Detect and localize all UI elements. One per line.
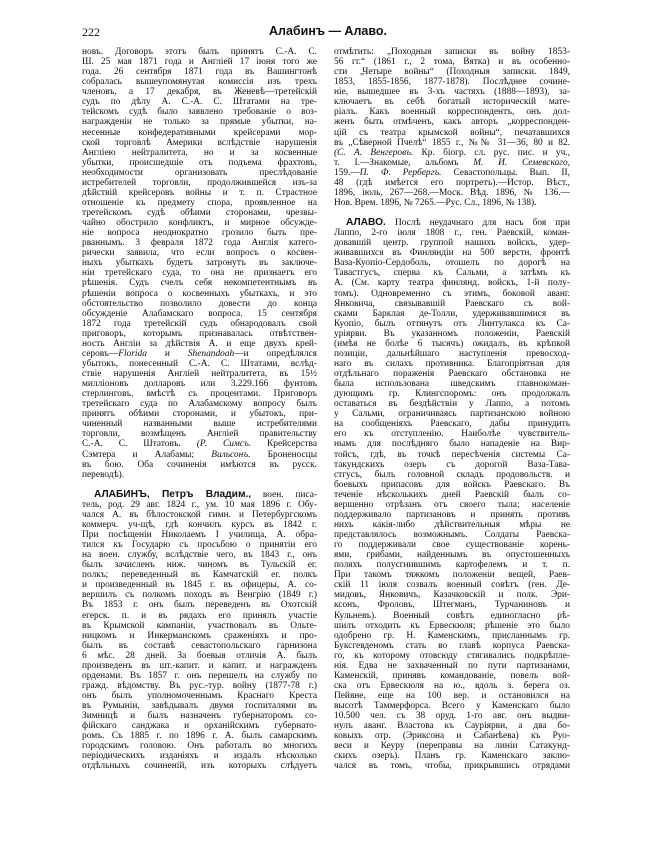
text-line: При посѣщеніи Николаемъ I училища, А. обра- — [82, 530, 317, 540]
text-line: стгусъ, былъ головной складъ продовольств. и — [334, 469, 570, 480]
text-line: Англіею нейтралитета, но и за косвенные — [82, 147, 317, 158]
text-line: новъ. Договоръ этотъ былъ принятъ С.-А. С. — [82, 47, 317, 57]
text-line: тель, род. 29 авг. 1824 г., ум. 10 мая 1896 г. Обу- — [82, 499, 317, 510]
text-line: орденами. Въ 1857 г. онъ перешелъ на службу по — [82, 670, 317, 681]
text-line: скій 11 іюля созвалъ военный совѣтъ (ген. Де- — [334, 580, 570, 591]
text-line: его къ отступленію. Наиболѣе чувствитель- — [334, 429, 570, 440]
text-line: цій съ театра крымской войны“, печатавшихся — [334, 127, 570, 138]
text-line: одобрено гр. Н. Каменскимъ, присланнымъ гр. — [334, 630, 570, 641]
text-line: А. (См. карту театра финлянд. войскъ, 1-й полу- — [334, 278, 570, 289]
text-line — [334, 218, 570, 228]
text-line: наго въ силахъ противника. Благопріятная для — [334, 358, 570, 369]
text-line: отмѣтить: „Походныя записки въ войну 1853- — [334, 47, 570, 57]
text-line: 48 (гдѣ имѣется его портретъ).—Истор. Вѣст., — [334, 177, 570, 188]
text-line: убытокъ, понесенный С.-А. С. Штатами, вслѣд- — [82, 358, 317, 369]
article-entry — [334, 218, 570, 771]
text-line: судъ по дѣлу А. С.-А. С. Штатами на тре- — [82, 97, 317, 108]
text-line: оставаться въ бездѣйствіи у Лаппо, а потомъ — [334, 399, 570, 410]
text-line: поляхъ полусгнившимъ картофелемъ и т. п. — [334, 560, 570, 571]
text-run: т. I.—Знакомые, альбомъ — [334, 157, 474, 168]
text-line: торговли, возмѣщенъ Англіей правительству — [82, 429, 317, 440]
text-line: Пейяне, еще на 100 вер. и остановился на — [334, 691, 570, 701]
text-line: стерлинговъ, вмѣстѣ съ процентами. Приговоръ — [82, 389, 317, 400]
text-line: Буксгевденомъ стать во главѣ корпуса Раевска- — [334, 640, 570, 651]
text-line: награжденіи не только за прямые убытки, на- — [82, 117, 317, 128]
article-continuation — [334, 47, 570, 208]
text-line: позиціи, дальнѣйшаго наступленія превосход- — [334, 348, 570, 359]
text-line: такундскихъ озеръ съ дорогой Ваза-Тава- — [334, 459, 570, 470]
text-line: произведенъ въ шт.-капит. и капит. и награжденъ — [82, 660, 317, 671]
text-line: го поддерживали свое существованіе корень- — [334, 540, 570, 551]
entry-headword: АЛАБИНЪ, Петръ Владим., — [94, 489, 252, 500]
text-line: на воен. службу, вслѣдствіе чего, въ 1843 г., онъ — [82, 550, 317, 561]
text-line: теченіе нѣсколькихъ дней Раевскій былъ со- — [334, 489, 570, 500]
text-line: вершилъ съ полкомъ походъ въ Венгрію (1849 г.) — [82, 590, 317, 601]
text-line: ныхъ убыткахъ будетъ затронутъ въ заключе- — [82, 258, 317, 269]
text-line: Зимницѣ и былъ назначенъ губернаторомъ со- — [82, 711, 317, 722]
text-run: Сэмтера и Алабамы; — [82, 449, 212, 460]
text-line: тейскомъ судѣ было заявлено требованіе о воз- — [82, 107, 317, 118]
text-line: ность Англіи за дѣйствія А. и еще двухъ крей- — [82, 338, 317, 349]
italic-citation: П. Ф. Рербергъ. — [359, 167, 442, 178]
right-column — [334, 47, 570, 772]
text-line: отдѣльнаго пораженія Раевскаго обстановка не — [334, 369, 570, 379]
text-line: ковыхъ отр. (Эриксона и Сабанѣева) къ Руо- — [334, 731, 570, 742]
text-run: С.-А. С. Штатовъ. — [82, 439, 197, 450]
text-line: чался А. въ бѣлостокской гимн. и Петербургскомъ — [82, 509, 317, 520]
text-run: Крейсерства — [251, 439, 317, 450]
text-line: чиненный названными выше истребителями — [82, 419, 317, 430]
text-line — [82, 439, 317, 449]
italic-citation: М. И. Семевскаго, — [473, 157, 570, 168]
text-line: ксонъ, Фроловъ, Штегманъ, Турчаниновъ и — [334, 600, 570, 611]
text-line: періодическихъ изданіяхъ и издалъ нѣсколько — [82, 751, 317, 762]
text-line: убытки, происшедшіе отъ подъема фрахтовъ, — [82, 157, 317, 168]
text-line: на сообщеніяхъ Раевскаго, дабы принудить — [334, 419, 570, 430]
text-line: 1853, 1855-1856, 1877-1878). Послѣднее сочине- — [334, 77, 570, 88]
text-line: была использована шведскимъ главнокоман- — [334, 379, 570, 390]
text-run: 159.— — [334, 167, 360, 178]
text-line: Ваза-Куопіо-Сердоболь, отошелъ по дорогѣ на — [334, 258, 570, 269]
text-line: несенные конфедеративными крейсерами мор- — [82, 127, 317, 138]
text-line: При такомъ тяжкомъ положеніи вещей, Раев- — [334, 570, 570, 581]
text-line — [82, 450, 317, 460]
text-line: года. 26 сентября 1871 года въ Вашингтонѣ — [82, 67, 317, 78]
text-line: высотѣ Таммерфорса. Всего у Каменскаго было — [334, 701, 570, 712]
text-line: поддерживало партизановъ и принять противъ — [334, 509, 570, 520]
text-run: Севастопольцы. Вып. II, — [441, 167, 570, 178]
text-line: 56 гг.“ (1861 г., 2 тома, Вятка) и въ особенно- — [334, 57, 570, 68]
text-line: ска отъ Ервескюля на ю., вдоль з. берега оз. — [334, 680, 570, 691]
text-line: и произведенный въ 1845 г. въ офицеры, А. со- — [82, 580, 317, 591]
text-line: отношеніе къ предмету спора, проявленное на — [82, 197, 317, 208]
text-line: скихъ озеръ). Планъ гр. Каменскаго заклю- — [334, 751, 570, 762]
text-line: рѣшенія. Судъ счелъ себя некомпетентнымъ въ — [82, 278, 317, 289]
text-line: милліоновъ долларовъ или 3.229.166 фунтовъ — [82, 379, 317, 390]
text-line — [334, 148, 570, 158]
text-line: дѣйствій крейсеровъ войны и т. п. Страстное — [82, 187, 317, 198]
text-line: коммерч. уч-щѣ, гдѣ кончилъ курсъ въ 1842 г. — [82, 519, 317, 530]
text-line: сти „Четыре войны“ (Походныя записки. 1849, — [334, 67, 570, 78]
text-line: Янковича, связывавшій Раевскаго съ вой- — [334, 298, 570, 309]
text-line — [334, 168, 570, 178]
text-line: Тавастгусъ, сперва къ Сальми, а затѣмъ къ — [334, 268, 570, 279]
text-line: Каменскій, принявъ командованіе, повелъ вой- — [334, 670, 570, 681]
text-run: —и опредѣлялся — [234, 348, 317, 359]
text-line: собралась вышеупомянутая комиссія изъ трехъ — [82, 77, 317, 88]
text-line: ской торговлѣ Америки вслѣдствіе нарушенія — [82, 137, 317, 148]
text-line: ніе вопроса неоднократно грозило быть пре- — [82, 228, 317, 239]
text-line: принятъ обѣими сторонами, и убытокъ, при- — [82, 409, 317, 420]
text-line: женъ быть отмѣченъ, какъ авторъ „корреспонден- — [334, 117, 570, 128]
entry-headword: АЛАВО. — [346, 218, 386, 229]
text-line: нымъ для послѣдняго было нападеніе на Вир- — [334, 439, 570, 450]
text-line — [82, 349, 317, 359]
text-line: сками Барклая де-Толли, удерживавшимися въ — [334, 308, 570, 319]
text-line: ключаетъ въ себѣ богатый историческій мате- — [334, 97, 570, 108]
text-line: отдѣльныхъ сочиненій, изъ которыхъ слѣдуетъ — [82, 761, 317, 772]
article-continuation — [82, 47, 317, 480]
text-line: 1896, іюль, 267—268.—Моск. Вѣд. 1896, № 136.— — [334, 187, 570, 198]
text-line: веси и Кеуру (переправы на линіи Сатакунд- — [334, 741, 570, 752]
text-line: ніе, вышедшее въ 3-хъ частяхъ (1888—1893), за- — [334, 87, 570, 98]
text-run: Кр. біогр. сл. рус. пис. и уч., — [413, 147, 570, 158]
text-line: обсужденіе Алабамскаго вопроса. 15 сентября — [82, 308, 317, 319]
text-line: 10.500 чел. съ 38 оруд. 1-го авг. онъ выдви- — [334, 711, 570, 722]
text-line: довавшій центр. группой нашихъ войскъ, удер- — [334, 238, 570, 249]
text-line: необходимости организовать преслѣдованіе — [82, 167, 317, 178]
text-line: третейскаго суда по Алабамскому вопросу былъ — [82, 399, 317, 410]
text-line — [334, 158, 570, 168]
text-line: ствіе нарушенія Англіей нейтралитета, въ 15½ — [82, 369, 317, 379]
text-line: рически заявила, что если вопросъ о косвен- — [82, 248, 317, 259]
text-line: полкъ; переведенный въ Камчатскій ег. полкъ — [82, 570, 317, 581]
text-line: томъ). Одновременно съ этимъ, боковой аванг. — [334, 288, 570, 299]
text-line: у Сальми, ограничиваясь партизанскою войною — [334, 409, 570, 420]
running-title: Алабинъ — Алаво. — [269, 24, 387, 38]
text-line: чался въ томъ, чтобы, прикрывшись отрядами — [334, 761, 570, 772]
text-line: дующимъ гр. Клингспоромъ: онъ продолжалъ — [334, 389, 570, 400]
text-line: 6 мѣс. 28 дней. За боевыя отличія А. былъ — [82, 650, 317, 661]
text-line: Нов. Врем. 1896, № 7265.—Рус. Сл., 1896, № 138). — [334, 197, 537, 208]
text-line: въ Румыніи, завѣдывалъ двумя госпиталями въ — [82, 701, 317, 712]
text-line — [82, 490, 317, 500]
text-line: рѣшеніи вопроса о косвенныхъ убыткахъ, и это — [82, 288, 317, 299]
text-line: Лаппо, 2-го іюля 1808 г., ген. Раевскій, коман- — [334, 228, 570, 239]
text-line: ріалъ. Какъ военный корреспондентъ, онъ дол- — [334, 107, 570, 118]
text-line: тойсъ, гдѣ, въ точкѣ пересѣченія системы Са- — [334, 449, 570, 460]
text-line: мидовъ, Янковичъ, Казачковскій и полк. Эри- — [334, 590, 570, 601]
article-entry — [82, 490, 317, 772]
text-run: воен. писа- — [251, 489, 317, 500]
text-line: уріярви. Въ указанномъ положеніи, Раевскій — [334, 328, 570, 339]
text-line: фійскаго санджака и орханійскимъ губернато- — [82, 721, 317, 732]
text-line: Въ 1853 г. онъ былъ переведенъ въ Охотскій — [82, 600, 317, 611]
text-line: былъ въ составѣ севастопольскаго гарнизона — [82, 640, 317, 651]
text-line: 1872 года третейскій судъ обнародовалъ свой — [82, 318, 317, 329]
text-line: боевыхъ припасовъ для войскъ Раевскаго. Въ — [334, 479, 570, 490]
text-line: шилъ отходить къ Ервескюля; рѣшеніе это было — [334, 620, 570, 631]
italic-citation: Вильсонъ. — [211, 449, 251, 460]
text-line: истребителей торговли, продолжившейся изъ-за — [82, 177, 317, 188]
page-number: 222 — [82, 25, 100, 39]
text-line: Ш. 25 мая 1871 года и Англіей 17 іюня того же — [82, 57, 317, 68]
text-line: представлялось возможнымъ. Солдаты Раевска- — [334, 530, 570, 540]
text-line: ями, грибами, найденнымъ въ опустошенныхъ — [334, 550, 570, 561]
text-line: въ бою. Оба сочиненія имѣются въ русск. — [82, 459, 317, 470]
text-line: городскимъ головою. Онъ работалъ во многихъ — [82, 741, 317, 752]
text-run: серовъ— — [82, 348, 119, 359]
text-line: го, къ которому отовсюду стягивались подкрѣпле- — [334, 650, 570, 661]
text-line: чайно обострило конфликтъ, и мирное обсужде- — [82, 218, 317, 229]
text-run: и — [146, 348, 188, 359]
italic-citation: (Р. Симсъ. — [196, 439, 252, 450]
text-line: нулъ аванг. Властова къ Сауріярви, а два бо- — [334, 721, 570, 732]
text-line: тился къ Государю съ просьбою о принятіи его — [82, 540, 317, 551]
text-line: нія. Едва не захваченный по пути партизанами, — [334, 660, 570, 671]
text-line: ницкомъ и Инкерманскомъ сраженіяхъ и про- — [82, 630, 317, 641]
italic-citation: Shenandoah — [187, 348, 235, 359]
text-line: нихъ какія-либо дѣйствительныя мѣры не — [334, 519, 570, 530]
left-column — [82, 47, 317, 772]
text-line: Кульневъ). Военный совѣтъ единогласно рѣ- — [334, 610, 570, 621]
text-line: переводѣ). — [82, 469, 125, 480]
text-line: (имѣя не болѣе 6 тысячъ) ожидалъ, въ крѣпкой — [334, 338, 570, 349]
text-line: рваннымъ. 3 февраля 1872 года Англія катего- — [82, 238, 317, 249]
text-line: членовъ, а 17 декабря, въ Женевѣ—третейскій — [82, 87, 317, 98]
text-line: въ Крымской кампаніи, участвовалъ въ Ольте- — [82, 620, 317, 631]
text-line: егерск. п. и въ рядахъ его принялъ участіе — [82, 610, 317, 621]
text-line: третейскомъ судѣ обѣими сторонами, чрезвы- — [82, 208, 317, 218]
italic-citation: Florida — [118, 348, 147, 359]
text-line: Куопіо, былъ оттянутъ отъ Линтулакса къ Са- — [334, 318, 570, 329]
text-line: онъ былъ уполномоченнымъ Краснаго Креста — [82, 691, 317, 701]
text-line: въ „Сѣверной Пчелѣ“ 1855 г., №№ 31—36, 80 и 82. — [334, 137, 570, 148]
text-line: живавшихся въ Финляндіи на 500 верстн. фронтѣ — [334, 248, 570, 259]
text-line: гражд. вѣдомству. Въ рус.-тур. войну (1877-78 г.) — [82, 680, 317, 691]
text-run: Послѣ неудачнаго для насъ боя при — [385, 218, 570, 229]
italic-citation: (С. А. Венгеровъ. — [334, 147, 414, 158]
text-line: приговоръ, которымъ признавалась отвѣтствен- — [82, 328, 317, 339]
text-line: вершенно отрѣзанъ отъ своего тыла; населеніе — [334, 499, 570, 510]
text-line: ніи третейскаго суда, то она не признаетъ его — [82, 268, 317, 279]
text-line: былъ зачисленъ ниж. чиномъ въ Тульскій ег. — [82, 560, 317, 571]
text-line: ромъ. Съ 1885 г. по 1896 г. А. былъ самарскимъ — [82, 731, 317, 742]
text-run: Броненосцы — [250, 449, 317, 460]
text-line: обстоятельство позволило довести до конца — [82, 298, 317, 309]
